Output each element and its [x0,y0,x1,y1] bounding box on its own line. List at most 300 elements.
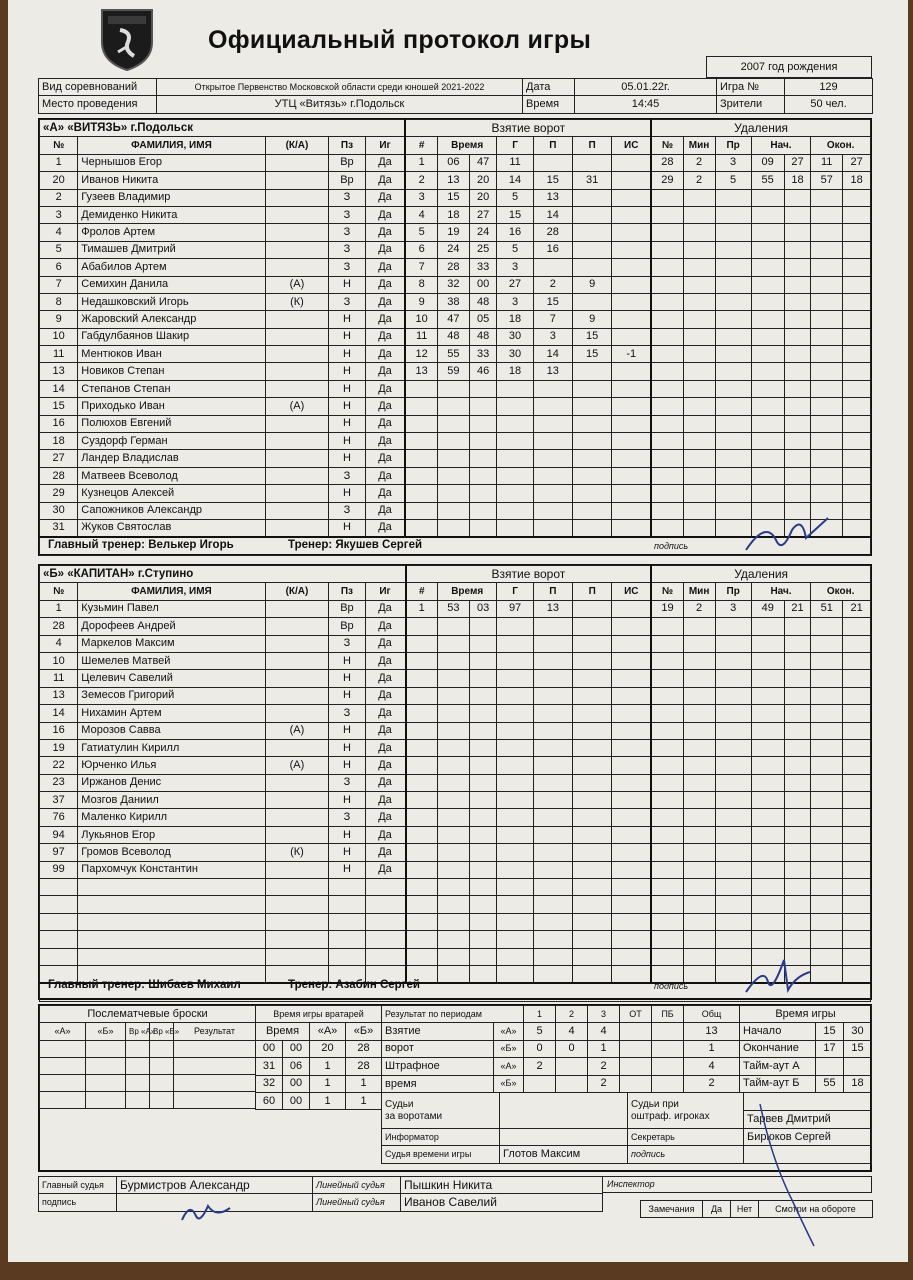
goal-assist-1: 7 [533,311,572,328]
goal-sec: 25 [469,241,497,258]
period-row-label: Взятие [382,1023,494,1040]
player-name: Земесов Григорий [78,687,265,704]
player-position: Н [329,670,365,687]
gk-row [256,1058,382,1075]
team_b-col-end: Окон. [811,583,871,600]
goal-assist-1: 15 [533,172,572,189]
team_a-row [40,450,871,467]
team_b-col-name: ФАМИЛИЯ, ИМЯ [78,583,265,600]
team_b-col-g: Г [497,583,533,600]
gk-a: 1 [310,1092,346,1109]
penalty-player: 28 [651,154,683,171]
player-position: Н [329,861,365,878]
team_a-col-g: Г [497,137,533,154]
team_b-row [40,879,871,896]
player-role [265,172,329,189]
player-played: Да [365,293,405,310]
goal-no: 4 [405,206,437,223]
period-value: 1 [588,1040,620,1057]
player-played: Да [365,722,405,739]
player-name: Иржанов Денис [78,774,265,791]
player-position: Н [329,398,365,415]
goal-sec: 48 [469,293,497,310]
meta-table [38,78,873,114]
goal-strength: -1 [612,346,651,363]
period-value [620,1023,652,1040]
player-position: Н [329,328,365,345]
informer-label: Информатор [382,1129,500,1146]
period-value [524,1075,556,1092]
player-number: 4 [40,224,78,241]
team-b-table [39,565,871,1002]
penalty-end-min: 57 [811,172,843,189]
protocol-sheet [8,0,908,1262]
player-played: Да [365,670,405,687]
goal-assist-2: 15 [572,346,611,363]
period-value [652,1058,684,1075]
referee-sign-label: подпись [39,1194,117,1211]
team_a-row [40,189,871,206]
goal-min: 18 [437,206,469,223]
player-name: Суздорф Герман [78,433,265,450]
team_a-col-end: Окон. [811,137,871,154]
player-number: 1 [40,154,78,171]
team_b-row [40,722,871,739]
goal-strength [612,224,651,241]
goal-assist-2 [572,293,611,310]
date-label: Дата [523,79,575,96]
player-position: Н [329,363,365,380]
player-played: Да [365,635,405,652]
player-position: З [329,502,365,519]
team_b-col-ka: (К/А) [265,583,329,600]
team-a-coach: Тренер: Якушев Сергей [288,539,423,551]
shootout-col: «А» [40,1023,86,1040]
goal-assist-2 [572,154,611,171]
player-played: Да [365,311,405,328]
player-number: 15 [40,398,78,415]
goal-assist-1: 15 [533,293,572,310]
game-time-title: Время игры [740,1006,872,1023]
goal-sec: 20 [469,189,497,206]
referee-signature-icon [176,1196,236,1226]
penalty-start-sec: 18 [784,172,811,189]
period-value: 1 [684,1040,740,1057]
team_b-row [40,774,871,791]
team_a-col-p1: П [533,137,572,154]
player-name: Гузеев Владимир [78,189,265,206]
goal-min: 38 [437,293,469,310]
period-value: 2 [684,1075,740,1092]
player-played: Да [365,380,405,397]
period-value: 2 [588,1075,620,1092]
team_b-row [40,618,871,635]
penalty-start-min: 55 [751,172,784,189]
player-role [265,502,329,519]
penalty-reason: 3 [715,154,751,171]
referee-value: Бурмистров Александр [117,1177,313,1194]
player-number: 28 [40,467,78,484]
player-number: 1 [40,600,78,617]
team_b-goals-title: Взятие ворот [406,566,652,583]
player-played: Да [365,206,405,223]
goal-min: 55 [437,346,469,363]
gk-col-b: «Б» [346,1023,382,1040]
period-value [620,1040,652,1057]
player-role [265,311,329,328]
goal-no: 13 [405,363,437,380]
player-position: Н [329,826,365,843]
team_a-row [40,398,871,415]
penalty-minutes: 2 [683,154,715,171]
period-row-label: время [382,1075,494,1092]
gk-row [256,1040,382,1057]
team_b-row [40,635,871,652]
team_a-row [40,259,871,276]
player-played: Да [365,792,405,809]
team_a-row [40,224,871,241]
team_b-row [40,861,871,878]
goal-assist-1: 28 [533,224,572,241]
start-label: Начало [740,1023,816,1040]
goal-min: 13 [437,172,469,189]
goal-sec: 00 [469,276,497,293]
player-played: Да [365,224,405,241]
player-position: Н [329,687,365,704]
player-position: З [329,774,365,791]
team_a-col-hash: # [405,137,437,154]
game-no-value: 129 [785,79,873,96]
penalty-minutes: 2 [683,600,715,617]
period-value [556,1058,588,1075]
penalty-judges-label-2: оштраф. игроках [631,1110,710,1122]
player-role [265,224,329,241]
team_a-row [40,276,871,293]
player-played: Да [365,844,405,861]
player-number: 14 [40,380,78,397]
goal-no: 6 [405,241,437,258]
gk-min: 32 [256,1075,283,1092]
player-number: 28 [40,618,78,635]
team_a-pen-title: Удаления [651,120,870,137]
goal-min: 32 [437,276,469,293]
competition-label: Вид соревнований [39,79,157,96]
goal-no: 3 [405,189,437,206]
goal-judges-label-2: за воротами [385,1110,443,1122]
goal-scorer: 30 [497,346,533,363]
remarks-yes[interactable]: Да [703,1201,731,1218]
player-role [265,467,329,484]
period-value: 4 [556,1023,588,1040]
goal-assist-1: 13 [533,363,572,380]
player-name: Дорофеев Андрей [78,618,265,635]
team_a-col-start: Нач. [751,137,811,154]
player-name: Приходько Иван [78,398,265,415]
goal-assist-2: 15 [572,328,611,345]
goal-assist-1: 3 [533,328,572,345]
team_b-row [40,809,871,826]
player-position: Вр [329,154,365,171]
period-col: ПБ [652,1006,684,1023]
player-number: 23 [40,774,78,791]
referees-table [38,1176,603,1212]
gk-b: 28 [346,1040,382,1057]
goal-min: 48 [437,328,469,345]
player-played: Да [365,600,405,617]
player-role [265,485,329,502]
player-number: 76 [40,809,78,826]
player-role [265,154,329,171]
player-number: 22 [40,757,78,774]
team_a-col-is: ИС [612,137,651,154]
player-position: З [329,467,365,484]
player-number: 20 [40,172,78,189]
goal-strength [612,154,651,171]
player-position: З [329,224,365,241]
team-b-sign-label: подпись [654,981,689,991]
player-position: З [329,241,365,258]
period-row-label: Штрафное [382,1058,494,1075]
player-role: (А) [265,398,329,415]
period-team-tag: «А» [494,1058,524,1075]
goal-scorer: 3 [497,259,533,276]
team_b-col-is: ИС [612,583,651,600]
player-played: Да [365,415,405,432]
player-position: Н [329,652,365,669]
period-value [652,1040,684,1057]
goal-assist-1 [533,154,572,171]
team_b-col-p2: П [573,583,612,600]
linesman-2-value: Иванов Савелий [401,1194,603,1211]
penalty-start-min: 49 [751,600,784,617]
year-note: 2007 год рождения [706,56,872,78]
team_a-goals-title: Взятие ворот [405,120,651,137]
player-number: 13 [40,687,78,704]
time-value: 14:45 [575,96,717,113]
player-name: Морозов Савва [78,722,265,739]
goal-min: 19 [437,224,469,241]
start-hour: 15 [816,1023,844,1040]
player-role [265,792,329,809]
player-name: Ландер Владислав [78,450,265,467]
period-team-tag: «А» [494,1023,524,1040]
player-number: 97 [40,844,78,861]
goal-no: 1 [406,600,438,617]
player-played: Да [365,259,405,276]
goal-no: 2 [405,172,437,189]
goal-scorer: 15 [497,206,533,223]
player-position: Н [329,844,365,861]
team_b-col-gtime: Время [437,583,497,600]
period-value [652,1023,684,1040]
gk-sec: 00 [283,1075,310,1092]
period-value: 5 [524,1023,556,1040]
player-name: Мозгов Даниил [78,792,265,809]
player-name: Семихин Данила [78,276,265,293]
period-col: ОТ [620,1006,652,1023]
player-position: Н [329,450,365,467]
player-played: Да [365,519,405,536]
team_b-row [40,826,871,843]
player-played: Да [365,861,405,878]
player-name: Демиденко Никита [78,206,265,223]
period-value [556,1075,588,1092]
team_b-row [40,600,871,617]
player-played: Да [365,826,405,843]
goal-assist-2 [572,189,611,206]
player-played: Да [365,485,405,502]
player-role: (К) [265,293,329,310]
goal-scorer: 18 [497,311,533,328]
goal-min: 47 [437,311,469,328]
venue-value: УТЦ «Витязь» г.Подольск [157,96,523,113]
gk-title: Время игры вратарей [256,1006,382,1023]
player-position: З [329,809,365,826]
player-name: Пархомчук Константин [78,861,265,878]
period-col: 2 [556,1006,588,1023]
penalty-end-min: 11 [811,154,843,171]
player-position: З [329,206,365,223]
player-name: Шемелев Матвей [78,652,265,669]
goal-min: 28 [437,259,469,276]
player-name: Иванов Никита [78,172,265,189]
player-number: 11 [40,346,78,363]
player-role [265,363,329,380]
team_a-row [40,485,871,502]
goal-judges-label-1: Судьи [385,1098,414,1110]
period-value: 0 [524,1040,556,1057]
player-role [265,189,329,206]
player-played: Да [365,652,405,669]
player-role [265,600,329,617]
period-team-tag: «Б» [494,1040,524,1057]
goal-no: 12 [405,346,437,363]
goal-scorer: 14 [497,172,533,189]
player-played: Да [365,363,405,380]
player-number: 6 [40,259,78,276]
goal-assist-2 [573,600,612,617]
player-name: Новиков Степан [78,363,265,380]
venue-label: Место проведения [39,96,157,113]
player-role [265,618,329,635]
player-number: 10 [40,652,78,669]
goal-strength [612,363,651,380]
player-position: Н [329,792,365,809]
player-played: Да [365,687,405,704]
player-played: Да [365,433,405,450]
linesman-1-label: Линейный судья [313,1177,401,1194]
player-role [265,259,329,276]
player-role [265,670,329,687]
goal-scorer: 16 [497,224,533,241]
period-team-tag: «Б» [494,1075,524,1092]
player-played: Да [365,502,405,519]
player-number: 16 [40,722,78,739]
timekeeper-value: Глотов Максим [500,1146,628,1163]
team_a-row [40,311,871,328]
remarks-no[interactable]: Нет [731,1201,759,1218]
goal-sec: 05 [469,311,497,328]
period-value: 2 [524,1058,556,1075]
player-name: Ментюков Иван [78,346,265,363]
team_a-row [40,154,871,171]
spectators-label: Зрители [717,96,785,113]
player-name: Чернышов Егор [78,154,265,171]
shootout-col: «Б» [86,1023,126,1040]
goal-strength [612,241,651,258]
player-number: 3 [40,206,78,223]
player-number: 4 [40,635,78,652]
player-number: 8 [40,293,78,310]
period-value [620,1058,652,1075]
period-col: Общ [684,1006,740,1023]
penalty-judge-value: Тарвев Дмитрий [744,1111,872,1129]
team_b-col-start: Нач. [751,583,811,600]
gk-min: 31 [256,1058,283,1075]
goal-assist-1: 14 [533,206,572,223]
goal-scorer: 11 [497,154,533,171]
team_b-row [40,670,871,687]
goal-strength [612,311,651,328]
team-a-head-coach: Главный тренер: Велькер Игорь [48,539,234,551]
team_a-col-num: № [40,137,78,154]
team-a-sign-label: подпись [654,541,689,551]
player-number: 31 [40,519,78,536]
player-name: Кузьмин Павел [78,600,265,617]
player-played: Да [365,450,405,467]
player-name: Жаровский Александр [78,311,265,328]
player-name: Маленко Кирилл [78,809,265,826]
player-position: Н [329,276,365,293]
player-played: Да [365,241,405,258]
club-shield-logo-icon [98,6,156,72]
goal-assist-2 [572,241,611,258]
player-position: Н [329,757,365,774]
player-name: Гатиатулин Кирилл [78,739,265,756]
team_a-col-ka: (К/А) [265,137,329,154]
goal-no: 11 [405,328,437,345]
team_a-row [40,346,871,363]
player-role [265,809,329,826]
player-name: Маркелов Максим [78,635,265,652]
player-played: Да [365,467,405,484]
goal-scorer: 30 [497,328,533,345]
player-role [265,652,329,669]
team-a-table [39,119,871,556]
player-role [265,705,329,722]
team_a-col-p2: П [572,137,611,154]
player-number: 13 [40,363,78,380]
player-number: 94 [40,826,78,843]
goal-assist-2 [572,259,611,276]
player-name: Кузнецов Алексей [78,485,265,502]
period-value: 13 [684,1023,740,1040]
goal-assist-2: 9 [572,311,611,328]
goal-no: 5 [405,224,437,241]
player-number: 18 [40,433,78,450]
period-value: 4 [684,1058,740,1075]
penalty-start-sec: 21 [784,600,811,617]
player-position: Н [329,433,365,450]
team_b-row [40,705,871,722]
player-number: 27 [40,450,78,467]
player-role [265,450,329,467]
goal-assist-2 [572,206,611,223]
player-role [265,687,329,704]
player-position: Н [329,380,365,397]
player-name: Юрченко Илья [78,757,265,774]
player-position: Н [329,311,365,328]
